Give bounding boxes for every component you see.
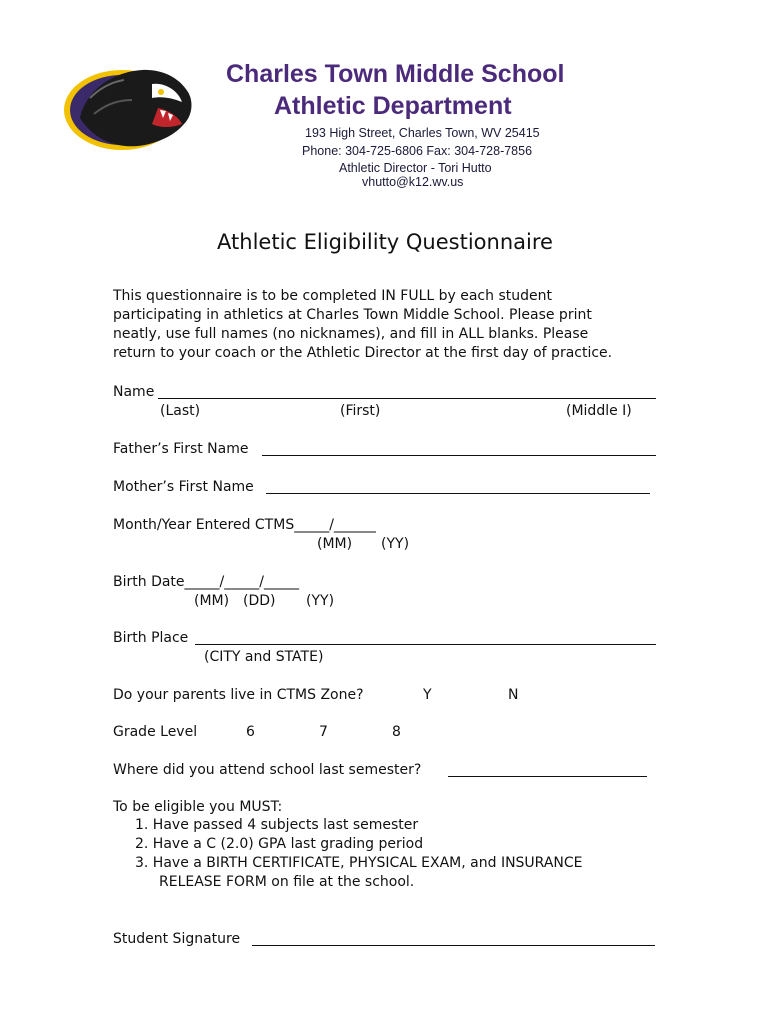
birth-place-label: Birth Place xyxy=(113,630,189,646)
name-middle-hint: (Middle I) xyxy=(566,403,632,419)
birth-place-hint: (CITY and STATE) xyxy=(204,649,324,665)
father-name-field[interactable] xyxy=(262,455,656,456)
grade-level-label: Grade Level xyxy=(113,724,198,740)
father-name-label: Father’s First Name xyxy=(113,441,249,457)
birth-date-label[interactable]: Birth Date_____/_____/_____ xyxy=(113,574,299,590)
mother-name-field[interactable] xyxy=(266,493,650,494)
email: vhutto@k12.wv.us xyxy=(362,175,464,189)
birth-dd-hint: (DD) xyxy=(243,593,276,609)
name-first-hint: (First) xyxy=(340,403,381,419)
birth-mm-hint: (MM) xyxy=(194,593,230,609)
mother-name-label: Mother’s First Name xyxy=(113,479,254,495)
name-label: Name xyxy=(113,384,155,400)
birth-yy-hint: (YY) xyxy=(306,593,335,609)
intro-line: return to your coach or the Athletic Director at the first day of practice. xyxy=(113,345,613,361)
department-name: Athletic Department xyxy=(274,92,512,120)
eligibility-heading: To be eligible you MUST: xyxy=(113,799,283,815)
last-school-field[interactable] xyxy=(448,776,647,777)
zone-yes-option[interactable]: Y xyxy=(423,687,432,703)
list-item: 2. Have a C (2.0) GPA last grading period xyxy=(135,836,424,852)
address: 193 High Street, Charles Town, WV 25415 xyxy=(305,126,540,140)
birth-place-field[interactable] xyxy=(195,644,656,645)
zone-question: Do your parents live in CTMS Zone? xyxy=(113,687,364,703)
intro-line: This questionnaire is to be completed IN FULL by each student xyxy=(113,288,552,304)
signature-field[interactable] xyxy=(252,945,655,946)
intro-line: participating in athletics at Charles Town Middle School. Please print xyxy=(113,307,592,323)
list-item: 3. Have a BIRTH CERTIFICATE, PHYSICAL EXAM, and INSURANCE xyxy=(135,855,583,871)
athletic-director: Athletic Director - Tori Hutto xyxy=(339,161,492,175)
requirements-list xyxy=(135,816,583,892)
entered-ctms-label[interactable]: Month/Year Entered CTMS_____/______ xyxy=(113,517,376,533)
entered-mm-hint: (MM) xyxy=(317,536,353,552)
last-school-label: Where did you attend school last semester? xyxy=(113,762,422,778)
panther-logo xyxy=(60,58,200,156)
form-title: Athletic Eligibility Questionnaire xyxy=(217,230,553,254)
signature-label: Student Signature xyxy=(113,931,241,947)
grade-option-6[interactable]: 6 xyxy=(246,724,255,740)
intro-paragraph xyxy=(113,287,673,363)
school-name: Charles Town Middle School xyxy=(226,60,565,88)
zone-no-option[interactable]: N xyxy=(508,687,519,703)
grade-option-8[interactable]: 8 xyxy=(392,724,401,740)
entered-yy-hint: (YY) xyxy=(381,536,410,552)
grade-option-7[interactable]: 7 xyxy=(319,724,328,740)
list-item: 1. Have passed 4 subjects last semester xyxy=(135,817,419,833)
name-field[interactable] xyxy=(158,398,656,399)
name-last-hint: (Last) xyxy=(160,403,201,419)
phone-fax: Phone: 304-725-6806 Fax: 304-728-7856 xyxy=(302,144,533,158)
list-item-continuation: RELEASE FORM on file at the school. xyxy=(159,874,415,890)
intro-line: neatly, use full names (no nicknames), and fill in ALL blanks. Please xyxy=(113,326,589,342)
